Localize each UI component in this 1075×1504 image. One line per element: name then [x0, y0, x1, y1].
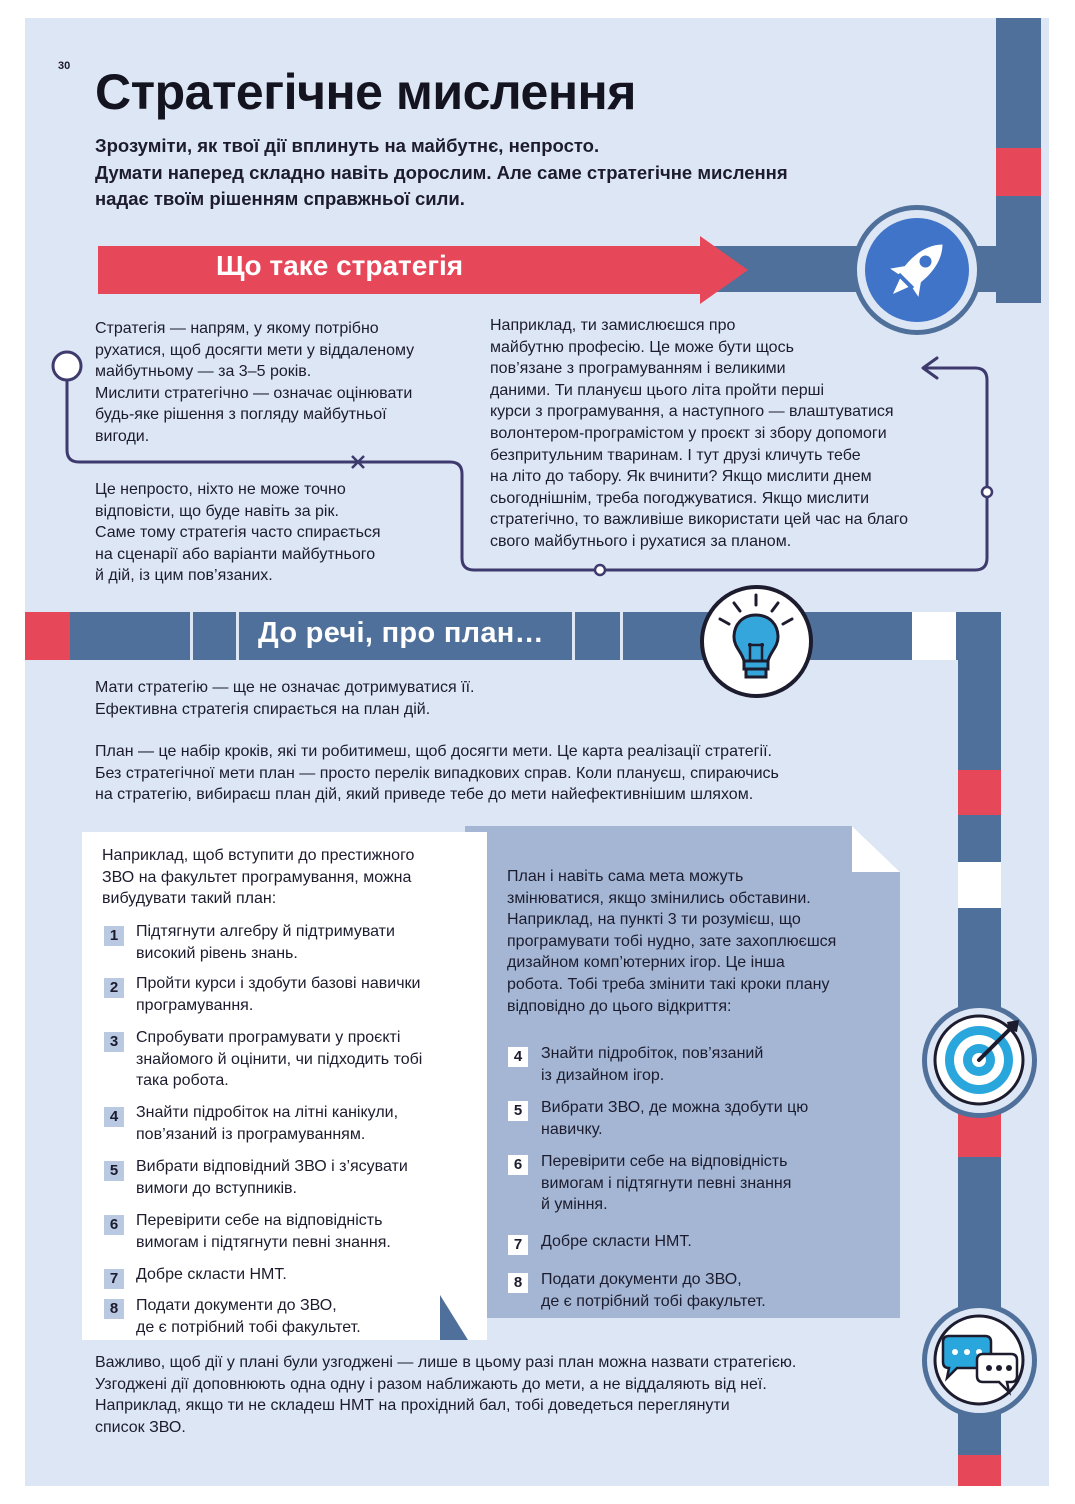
left-step [136, 1156, 408, 1199]
text-line: рухатися, щоб досягти мети у віддаленому [95, 341, 415, 359]
text-line: майбутню професію. Це може бути щось [490, 338, 794, 356]
chat-icon [927, 1308, 1032, 1413]
step-line: із дизайном ігор. [541, 1066, 665, 1084]
step-line: Добре скласти НМТ. [541, 1233, 692, 1250]
section1-heading: Що таке стратегія [216, 250, 464, 281]
left-card-intro [102, 845, 414, 910]
banner-divider [236, 612, 239, 660]
step-number: 4 [508, 1047, 528, 1067]
step-line: вимоги до вступників. [136, 1179, 297, 1197]
strategy-definition [95, 318, 414, 448]
text-line: робота. Тобі треба змінити такі кроки плану [507, 975, 830, 993]
step-line: вимогам і підтягнути певні знання [541, 1174, 792, 1192]
section2-heading: До речі, про план… [258, 617, 544, 649]
text-line: програмувати тобі нудно, зате захоплюєшся [507, 932, 837, 950]
text-line: План і навіть сама мета можуть [507, 868, 744, 885]
text-line: волонтером-програмістом у проєкт зі збору допомоги [490, 424, 887, 442]
text-line: Наприклад, ти замислюєшся про [490, 317, 736, 334]
right-card-intro [507, 866, 836, 1017]
page-title: Стратегічне мислення [95, 64, 636, 120]
text-line: відповідно до цього відкриття: [507, 997, 732, 1015]
left-step [136, 1295, 361, 1338]
text-line: змінюватися, якщо змінились обставини. [507, 889, 811, 907]
step-number: 1 [104, 926, 124, 946]
step-line: Знайти підробіток, пов’язаний [541, 1045, 764, 1062]
text-line: курси з програмування, а наступного — влаштуватися [490, 403, 894, 421]
step-line: програмування. [136, 996, 254, 1014]
text-line: Без стратегічної мети план — просто перелік випадкових справ. Коли плануєш, спираючись [95, 764, 779, 782]
closing-paragraph [95, 1352, 796, 1438]
page-number: 30 [58, 60, 71, 72]
banner-divider [572, 612, 575, 660]
step-number: 2 [104, 978, 124, 998]
banner-divider [190, 612, 193, 660]
text-line: Узгоджені дії доповнюють одна одну і разом наближають до мети, а не віддаляють від неї. [95, 1375, 767, 1393]
left-step [136, 973, 420, 1016]
right-step [541, 1097, 808, 1140]
text-line: сьогоднішнім, треба погоджуватися. Якщо мислити [490, 489, 870, 507]
lightbulb-icon-badge [700, 585, 813, 698]
text-line: Стратегія — напрям, у якому потрібно [95, 320, 379, 337]
plan-para-1 [95, 677, 474, 720]
decor-block [996, 148, 1041, 196]
left-step [136, 1102, 398, 1145]
right-step [541, 1043, 763, 1086]
text-line: майбутньому — за 3–5 років. [95, 363, 312, 381]
text-line: пов’язане з програмуванням і великими [490, 360, 786, 378]
right-step [541, 1151, 791, 1216]
step-line: де є потрібний тобі факультет. [541, 1292, 766, 1310]
left-step [136, 1210, 391, 1253]
text-line: ЗВО на факультет програмування, можна [102, 868, 412, 886]
intro-line: Зрозуміти, як твої дії вплинуть на майбутнє, непросто. [95, 135, 600, 156]
text-line: список ЗВО. [95, 1418, 186, 1436]
step-number: 3 [104, 1032, 124, 1052]
text-line: безпритульним тваринам. І тут друзі кличуть тебе [490, 446, 861, 464]
step-line: Вибрати відповідний ЗВО і з’ясувати [136, 1158, 408, 1175]
step-number: 6 [508, 1155, 528, 1175]
step-line: й уміння. [541, 1196, 608, 1214]
step-number: 7 [508, 1235, 528, 1255]
step-number: 4 [104, 1107, 124, 1127]
step-line: навичку. [541, 1120, 603, 1138]
step-line: Перевірити себе на відповідність [541, 1153, 788, 1170]
text-line: на сценарії або варіанти майбутнього [95, 545, 376, 563]
text-line: Саме тому стратегія часто спирається [95, 524, 381, 542]
step-line: Знайти підробіток на літні канікули, [136, 1104, 399, 1121]
target-icon [927, 1008, 1032, 1113]
step-line: така робота. [136, 1072, 229, 1090]
decor-block [958, 770, 1001, 815]
banner-divider [620, 612, 623, 660]
text-line: Наприклад, на пункті 3 ти розумієш, що [507, 911, 801, 929]
target-icon-badge [922, 1003, 1037, 1118]
text-line: вибудувати такий план: [102, 890, 277, 908]
step-line: Подати документи до ЗВО, [541, 1271, 742, 1288]
right-step [541, 1269, 766, 1312]
text-line: на літо до табору. Як вчинити? Якщо мислити днем [490, 468, 872, 486]
step-number: 6 [104, 1215, 124, 1235]
step-line: Спробувати програмувати у проєкті [136, 1029, 401, 1046]
text-line: стратегічно, то важливіше використати цей час на благо [490, 511, 909, 529]
chat-icon-badge [922, 1303, 1037, 1418]
text-line: свого майбутнього і рухатися за планом. [490, 532, 792, 550]
step-number: 5 [104, 1161, 124, 1181]
text-line: й дій, із цим пов’язаних. [95, 567, 273, 585]
right-step [541, 1231, 692, 1253]
step-line: вимогам і підтягнути певні знання. [136, 1233, 391, 1251]
text-line: Наприклад, якщо ти не складеш НМТ на прохідний бал, тобі доведеться переглянути [95, 1397, 730, 1415]
text-line: на стратегію, вибираєш план дій, який приведе тебе до мети найефективнішим шляхом. [95, 786, 754, 804]
step-line: пов’язаний із програмуванням. [136, 1125, 366, 1143]
step-line: Добре скласти НМТ. [136, 1266, 287, 1283]
text-line: відповісти, що буде навіть за рік. [95, 502, 339, 520]
left-step [136, 921, 395, 964]
intro-text [95, 133, 925, 213]
step-line: Подати документи до ЗВО, [136, 1297, 337, 1314]
left-card-shadow [440, 1295, 468, 1340]
decor-block [25, 612, 70, 660]
decor-block [958, 862, 1001, 908]
step-number: 8 [508, 1273, 528, 1293]
step-line: Підтягнути алгебру й підтримувати [136, 923, 395, 940]
decor-block [958, 1112, 1001, 1157]
step-line: де є потрібний тобі факультет. [136, 1318, 361, 1336]
intro-line: надає твоїм рішенням справжньої сили. [95, 188, 465, 209]
step-number: 5 [508, 1101, 528, 1121]
text-line: даними. Ти плануєш цього літа пройти перші [490, 381, 825, 399]
lightbulb-icon [704, 589, 809, 694]
text-line: Наприклад, щоб вступити до престижного [102, 847, 415, 864]
text-line: Мислити стратегічно — означає оцінювати [95, 384, 413, 402]
text-line: Важливо, щоб дії у плані були узгоджені — лише в цьому разі план можна назвати стратегією. [95, 1354, 797, 1371]
intro-line: Думати наперед складно навіть дорослим. Але саме стратегічне мислення [95, 161, 788, 183]
text-line: Ефективна стратегія спирається на план дій. [95, 700, 431, 718]
left-step [136, 1027, 422, 1092]
decor-block [958, 1455, 1001, 1486]
strategy-example [490, 315, 908, 553]
strategy-uncertainty [95, 479, 381, 587]
text-line: Мати стратегію — ще не означає дотримуватися її. [95, 679, 475, 696]
text-line: План — це набір кроків, які ти робитимеш, щоб досягти мети. Це карта реалізації стратегії. [95, 743, 772, 760]
text-line: дизайном комп’ютерних ігор. Це інша [507, 954, 785, 972]
step-line: знайомого й оцінити, чи підходить тобі [136, 1050, 423, 1068]
decor-block [912, 612, 956, 660]
step-line: Пройти курси і здобути базові навички [136, 975, 421, 992]
step-line: Перевірити себе на відповідність [136, 1212, 383, 1229]
left-step [136, 1264, 287, 1286]
text-line: Це непросто, ніхто не може точно [95, 481, 346, 498]
step-line: високий рівень знань. [136, 944, 298, 962]
text-line: будь-яке рішення з погляду майбутньої [95, 406, 387, 424]
step-number: 8 [104, 1299, 124, 1319]
step-number: 7 [104, 1269, 124, 1289]
step-line: Вибрати ЗВО, де можна здобути цю [541, 1099, 809, 1116]
plan-para-2 [95, 741, 779, 806]
text-line: вигоди. [95, 427, 150, 445]
